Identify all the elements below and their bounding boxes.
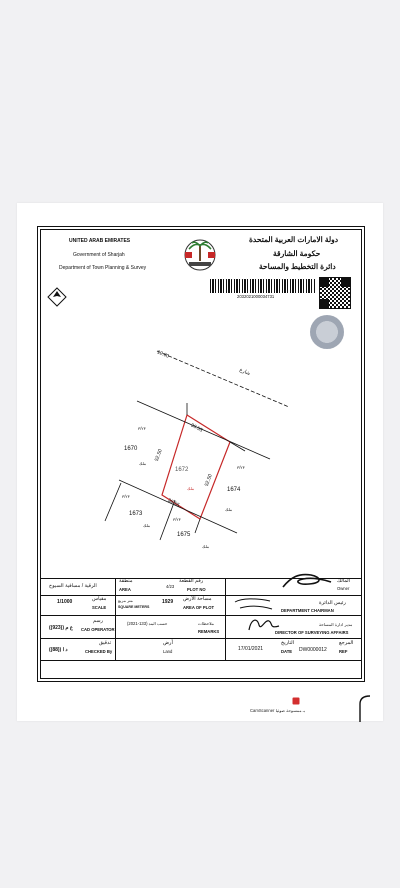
north-arrow-icon (47, 287, 67, 307)
road-width-label: 12.00 (156, 349, 170, 360)
checked-by-label-ar: تدقيق (99, 640, 112, 646)
table-row-divider-4 (41, 660, 361, 661)
scanned-document (17, 203, 383, 721)
area-unit-ar: متر مربع (118, 598, 133, 603)
director-label-en: DIRECTOR OF SURVEYING AFFAIRS (275, 630, 349, 635)
area-unit-en: SQUARE METERS (118, 605, 150, 609)
header-ar-country: دولة الامارات العربية المتحدة (249, 235, 339, 244)
ref-value: DW0000012 (299, 647, 327, 653)
plot-1673-number: 1673 (129, 511, 143, 517)
camscanner-logo-icon (292, 697, 300, 705)
plot-1674-owned: ملك (225, 507, 233, 512)
mark-bottom-left: ٣/٢٣ (122, 494, 130, 499)
ref-label-en: REF (339, 649, 348, 654)
table-col-divider-1 (115, 578, 116, 660)
chairman-signature (232, 596, 277, 612)
area-label-en: AREA (119, 587, 131, 592)
mark-bottom: ٣/٢٣ (173, 517, 181, 522)
barcode (210, 279, 315, 293)
plot-number-value: 4/23 (166, 584, 175, 589)
director-label-ar: مدير ادارة المساحة (319, 622, 353, 627)
checked-by-label-en: CHECKED By (85, 649, 113, 654)
scale-label-ar: مقياس (92, 596, 107, 602)
plot-1673-owned: ملك (143, 523, 151, 528)
area-value: الرقية / مسافية السيوح (49, 583, 97, 589)
chairman-label-en: DEPARTMENT CHAIRMAN (281, 608, 334, 613)
plot-1675-owned: ملك (202, 544, 210, 549)
dimension-bottom: 36.55 (166, 497, 181, 509)
qr-code (319, 277, 351, 309)
cad-operator-value: ((923)) ع م (49, 625, 73, 631)
owner-label-en: Owner (337, 586, 350, 591)
plot-1674-number: 1674 (227, 487, 241, 493)
remarks-label-en: REMARKS (198, 629, 220, 634)
header-en-country: UNITED ARAB EMIRATES (69, 238, 131, 244)
land-label-en: Land (163, 649, 173, 654)
cad-operator-label-en: CAD OPERATOR (81, 627, 115, 632)
remarks-label-ar: ملاحظات (198, 621, 214, 626)
mark-right: ٣/٢٣ (237, 465, 245, 470)
area-label-ar: منطقة (119, 578, 133, 584)
header-ar-department: دائرة التخطيط والمساحة (259, 262, 336, 271)
header-en-government: Government of Sharjah (73, 252, 125, 258)
plot-plan-drawing (77, 343, 337, 563)
owner-signature (279, 569, 334, 591)
plot-number-label-en: PLOT NO (187, 587, 206, 592)
margin-pen-mark (352, 692, 374, 726)
table-row-divider-3 (41, 638, 361, 639)
area-of-plot-label-ar: مساحة الأرض (183, 596, 212, 602)
table-col-divider-2 (225, 578, 226, 660)
director-signature (245, 615, 285, 633)
area-of-plot-label-en: AREA OF PLOT (183, 605, 215, 610)
plot-number-label-ar: رقم القطعة (179, 578, 204, 584)
date-label-ar: التاريخ (281, 640, 294, 646)
owner-label-ar: المالك (337, 578, 351, 584)
date-label-en: DATE (281, 649, 293, 654)
plot-1675-number: 1675 (177, 532, 191, 538)
sharjah-emblem-icon (179, 237, 221, 273)
ref-label-ar: المرجع (339, 640, 354, 646)
plot-main-number: 1672 (175, 467, 189, 473)
plot-1670-number: 1670 (124, 446, 138, 452)
plot-main-owned: ملك (187, 486, 195, 491)
dimension-top: 36.55 (189, 422, 204, 434)
table-row-divider-2 (41, 615, 361, 616)
date-value: 17/01/2021 (238, 646, 264, 652)
barcode-number: 2032021000034731 (237, 294, 275, 299)
road-name-label: شارع (238, 367, 252, 377)
chairman-label-ar: رئيس الدائرة (319, 600, 346, 606)
cad-operator-label-ar: رسم (93, 618, 103, 624)
header-ar-government: حكومة الشارقة (273, 249, 321, 258)
plot-1670-owned: ملك (139, 461, 147, 466)
scale-value: 1/1000 (57, 599, 73, 605)
header-en-department: Department of Town Planning & Survey (59, 265, 147, 271)
checked-by-value: ((88)) د ا (49, 647, 68, 653)
scale-label-en: SCALE (92, 605, 107, 610)
dimension-left: 52.50 (153, 448, 164, 463)
camscanner-watermark: CamScanner بـ ممسوحة ضوئيا (250, 708, 306, 713)
remarks-value: (2021-133) حسب البند (127, 621, 168, 626)
land-label-ar: أرض (163, 640, 173, 646)
mark-top-left: ٣/٢٣ (138, 426, 146, 431)
dimension-right: 52.50 (203, 473, 214, 488)
area-of-plot-value: 1929 (162, 599, 174, 605)
